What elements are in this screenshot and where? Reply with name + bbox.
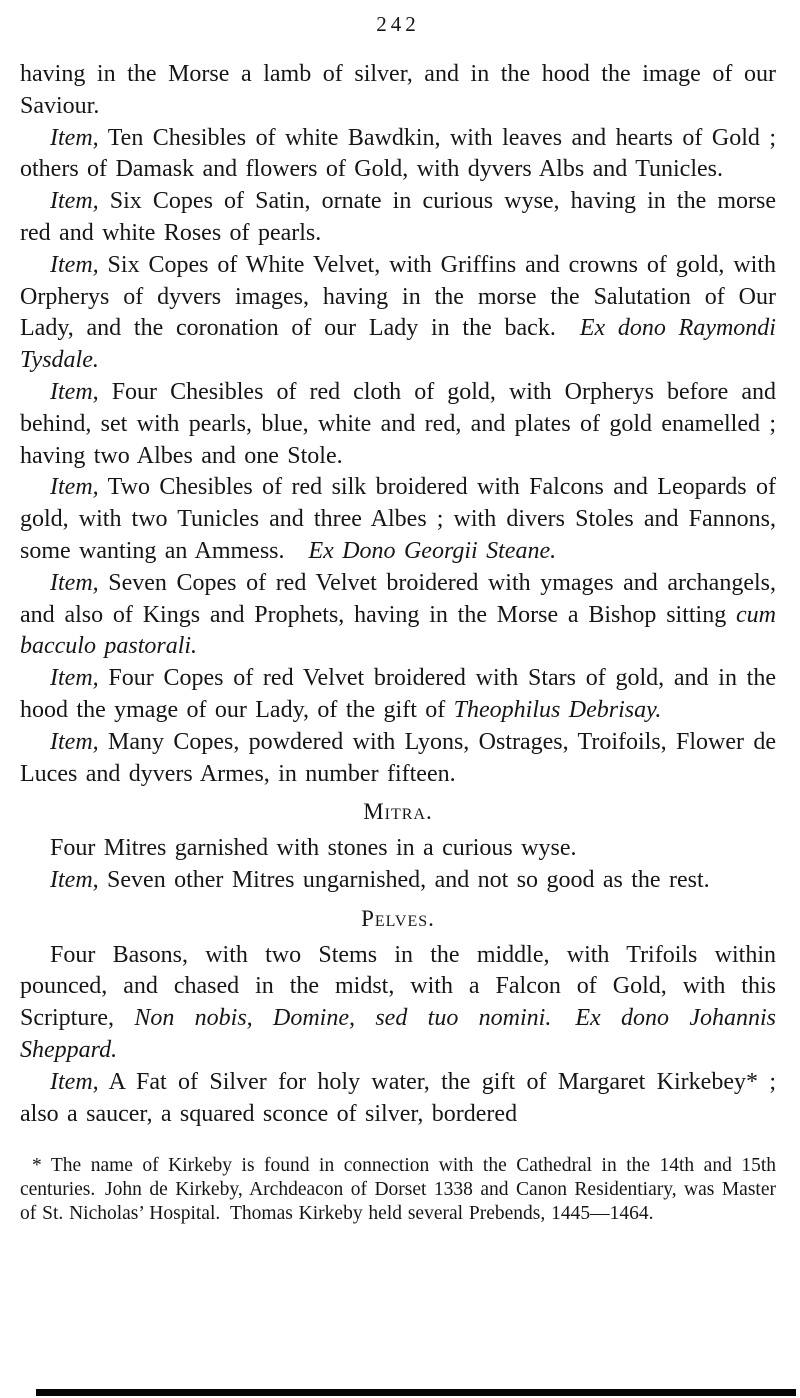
italic-text: Item, — [50, 124, 99, 151]
italic-text: cum bacculo pastorali. — [20, 601, 776, 660]
body-text: having in the Morse a lamb of silver, and in the hood the image of our Saviour. — [20, 61, 776, 119]
page-number: 242 — [376, 12, 420, 36]
paragraph — [20, 59, 776, 123]
body-text — [551, 1005, 575, 1031]
paragraph — [20, 663, 776, 727]
page-body — [20, 59, 776, 1130]
body-text: Seven other Mitres ungarnished, and not so good as the rest. — [98, 866, 710, 893]
section-heading: Pelves. — [361, 905, 435, 931]
paragraph — [20, 833, 776, 865]
italic-text: Item, — [50, 569, 99, 596]
italic-text: Ex Dono Georgii Steane. — [308, 537, 557, 564]
paragraph — [20, 568, 776, 663]
paragraph — [20, 865, 776, 897]
paragraph — [20, 472, 776, 567]
italic-text: Item, — [50, 1068, 99, 1095]
body-text: Many Copes, powdered with Lyons, Ostrages, Troifoils, Flower de Luces and dyvers Armes, in number fifteen. — [20, 728, 776, 787]
italic-text: Ex dono Raymondi Tysdale. — [20, 315, 776, 374]
paragraph — [20, 940, 776, 1067]
body-text: Six Copes of White Velvet, with Griffins and crowns of gold, with Orpherys of dyvers images, having in the morse the Salutation of Our Lady, and the coronation of our Lady in the back. — [20, 251, 776, 342]
section-heading: Mitra. — [363, 799, 433, 825]
italic-text: Item, — [50, 251, 99, 278]
paragraph — [20, 250, 776, 377]
paragraph — [20, 186, 776, 250]
body-text: Four Mitres garnished with stones in a curious wyse. — [50, 835, 577, 862]
body-text: Two Chesibles of red silk broidered with Falcons and Leopards of gold, with two Tunicles and three Albes ; with divers Stoles and Fannons, some wanting an Ammess. — [20, 474, 776, 564]
paragraph — [20, 727, 776, 791]
italic-text: Theophilus Debrisay. — [453, 696, 662, 723]
italic-text: Item, — [50, 474, 99, 501]
italic-text: Ex dono Johannis Sheppard. — [20, 1005, 776, 1063]
paragraph — [20, 377, 776, 472]
body-text: Ten Chesibles of white Bawdkin, with leaves and hearts of Gold ; others of Damask and flowers of Gold, with dyvers Albs and Tunicles. — [20, 124, 776, 183]
italic-text: Item, — [50, 188, 99, 215]
paragraph — [20, 123, 776, 187]
body-text: Seven Copes of red Velvet broidered with ymages and archangels, and also of Kings and Prophets, having in the Morse a Bishop sitting — [20, 569, 776, 628]
italic-text: Item, — [50, 378, 99, 405]
body-text: Four Copes of red Velvet broidered with Stars of gold, and in the hood the ymage of our Lady, of the gift of — [20, 665, 776, 723]
italic-text: Item, — [50, 728, 99, 755]
italic-text: Item, — [50, 665, 99, 692]
body-text: Four Basons, with two Stems in the middle, with Trifoils within pounced, and chased in the midst, with a Falcon of Gold, with this Scripture, — [20, 941, 776, 1032]
body-text: Four Chesibles of red cloth of gold, with Orpherys before and behind, set with pearls, blue, white and red, and plates of gold enamelled ; having two Albes and one Stole. — [20, 378, 776, 469]
body-text: A Fat of Silver for holy water, the gift of Margaret Kirkebey* ; also a saucer, a squared sconce of silver, bordered — [20, 1068, 776, 1127]
body-text: * The name of Kirkeby is found in connection with the Cathedral in the 14th and 15th centuries. John de Kirkeby, Archdeacon of Dorset 1338 and Canon Residentiary, was Master of St. Nicholas’ Hospital. Thomas Kirkeby held several Prebends, 1445—1464. — [20, 1155, 776, 1224]
italic-text: Non nobis, Domine, sed tuo nomini. — [134, 1005, 552, 1032]
footnote — [20, 1154, 776, 1225]
paragraph — [20, 1067, 776, 1131]
scan-edge-artifact — [36, 1389, 796, 1396]
body-text: Six Copes of Satin, ornate in curious wyse, having in the morse red and white Roses of pearls. — [20, 188, 776, 246]
italic-text: Item, — [50, 866, 99, 893]
